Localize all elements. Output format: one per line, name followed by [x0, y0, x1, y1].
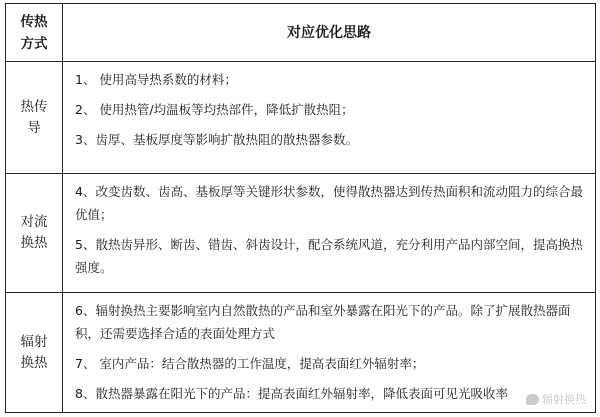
item-8: 8、散热器暴露在阳光下的产品：提高表面红外辐射率，降低表面可见光吸收率	[75, 386, 508, 401]
item-4: 4、改变齿数、齿高、基板厚等关键形状参数，使得散热器达到传热面积和流动阻力的综合最优值；	[75, 184, 583, 222]
optimization-table-container	[5, 3, 595, 413]
item-3: 3、齿厚、基板厚度等影响扩散热阻的散热器参数。	[75, 132, 358, 147]
content-conduction	[63, 62, 596, 174]
item-5: 5、散热齿异形、断齿、错齿、斜齿设计，配合系统风道，充分利用产品内部空间，提高换热强度。	[75, 237, 583, 275]
category-radiation-line2: 换热	[20, 354, 48, 371]
category-conduction	[6, 62, 63, 174]
category-convection-line2: 换热	[20, 235, 48, 251]
watermark-text: 辐射换热	[542, 393, 586, 406]
chat-bubble-icon	[526, 394, 539, 405]
row-radiation	[6, 293, 596, 413]
category-radiation-line1: 辐射	[20, 333, 48, 350]
category-conduction-line2: 导	[27, 119, 41, 136]
item-2: 2、 使用热管/均温板等均热部件，降低扩散热阻；	[75, 102, 354, 117]
header-heat-transfer-mode	[6, 4, 63, 62]
content-radiation	[63, 293, 596, 413]
heat-transfer-optimization-table	[5, 3, 596, 413]
header-optimization-ideas: 对应优化思路	[63, 4, 596, 62]
watermark	[526, 391, 586, 407]
item-7: 7、 室内产品：结合散热器的工作温度，提高表面红外辐射率；	[75, 356, 425, 371]
row-convection	[6, 174, 596, 293]
category-radiation	[6, 293, 63, 413]
header-mode-line1: 传热	[20, 13, 48, 30]
item-1: 1、 使用高导热系数的材料；	[75, 72, 237, 87]
row-conduction	[6, 62, 596, 174]
header-row	[6, 4, 596, 62]
category-convection-line1: 对流	[20, 214, 48, 230]
content-convection	[63, 174, 596, 293]
category-conduction-line1: 热传	[20, 98, 48, 115]
header-mode-line2: 方式	[20, 35, 48, 52]
item-6: 6、辐射换热主要影响室内自然散热的产品和室外暴露在阳光下的产品。除了扩展散热器面积，还需要选择合适的表面处理方式	[75, 303, 571, 341]
category-convection	[6, 174, 63, 293]
